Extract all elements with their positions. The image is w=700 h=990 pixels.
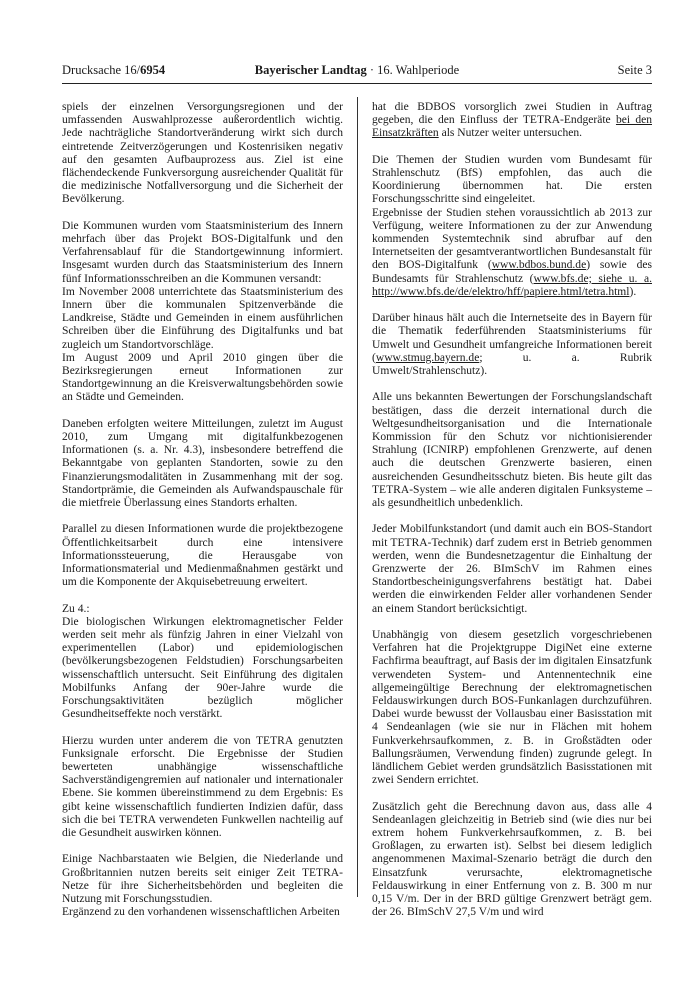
paragraph: Die Kommunen wurden vom Staatsministerium des Innern mehrfach über das Projekt BOS-Digitalfunk und den Verfahrensablauf für die Standortgewinnung informiert. Insgesamt wurden durch das Staatsministerium des Innern fünf Informationsschreiben an die Kommunen versandt: xyxy=(62,219,343,285)
header-separator: · xyxy=(369,63,374,77)
paragraph: Die Themen der Studien wurden vom Bundesamt für Strahlenschutz (BfS) empfohlen, das auch die Koordinierung übernommen hat. Die ersten Forschungsschritte sind eingeleitet. xyxy=(372,153,652,206)
header-center xyxy=(62,62,652,78)
parliament-name: Bayerischer Landtag xyxy=(254,63,367,77)
column-divider xyxy=(357,97,358,897)
header-rule xyxy=(62,83,652,84)
text-span: ) sowie des Bundesamts für Strahlenschutz ( xyxy=(372,259,652,285)
paragraph: Ergänzend zu den vorhandenen wissenschaftlichen Arbeiten xyxy=(62,906,340,919)
paragraph: Die biologischen Wirkungen elektromagnetischer Felder werden seit mehr als fünfzig Jahren in einer Vielzahl von experimentellen (Labor) und epidemiologischen (bevölkerungsbezogenen Feldstudien) Forschungsarbeiten wissenschaftlich untersucht. Seit Einführung des digitalen Mobilfunks Anfang der 90er-Jahre wurde die Forschungsaktivitäten bezüglich möglicher Gesundheitseffekte noch verstärkt. xyxy=(62,615,343,721)
page-number: Seite 3 xyxy=(617,63,652,77)
document-number-value: 6954 xyxy=(140,63,166,77)
paragraph: Jeder Mobilfunkstandort (und damit auch ein BOS-Standort mit TETRA-Technik) darf zudem erst in Betrieb genommen werden, wenn die Bundesnetzagentur die Einhaltung der Grenzwerte der 26. BImSchV im Rahmen eines Standortbescheinigungsverfahrens bestätigt hat. Dabei werden die einwirkenden Felder aller vorhandenen Sender an einem Standort berücksichtigt. xyxy=(372,523,652,615)
right-column xyxy=(372,101,652,920)
link-bfs[interactable]: www.bfs.de; siehe u. a. http://www.bfs.de/de/elektro/hff/papiere.html/tetra.html xyxy=(372,272,652,298)
document-number-prefix: Drucksache 16/ xyxy=(62,63,141,77)
paragraph xyxy=(372,101,652,141)
text-span: hat die BDBOS vorsorglich zwei Studien in Auftrag gegeben, die den Einfluss der TETRA-Endgeräte xyxy=(372,101,652,127)
link-stmug[interactable]: www.stmug.bayern.de xyxy=(375,351,480,364)
paragraph xyxy=(372,312,652,378)
left-column xyxy=(62,101,343,920)
paragraph: Im November 2008 unterrichtete das Staatsministerium des Innern über die kommunalen Spitzenverbände die Landkreise, Städte und Gemeinden in einem ausführlichen Schreiben über die Einführung des Digitalfunks und bat zugleich um Standortvorschläge. xyxy=(62,285,343,351)
paragraph: Alle uns bekannten Bewertungen der Forschungslandschaft bestätigen, dass die derzeit international durch die Weltgesundheitsorganisation und die Internationale Kommission für den Schutz vor nichtionisierender Strahlung (ICNIRP) empfohlenen Grenzwerte, auf denen auch die deutschen Grenzwerte basieren, einen ausreichenden Gesundheitsschutz bieten. Bis heute gilt das TETRA-System – wie alle anderen digitalen Funksysteme – als gesundheitlich unbedenklich. xyxy=(372,391,652,510)
text-span: ; u. a. Rubrik Umwelt/Strahlenschutz). xyxy=(372,351,652,378)
paragraph: spiels der einzelnen Versorgungsregionen und der umfassenden Auswahlprozesse außerordentlich wichtig. Jede nachträgliche Standortveränderung wirkt sich durch eintretende Zeitverzögerungen und Kostenrisiken negativ auf den gesamten Aufbauprozess aus. Ziel ist eine flächendeckende Funkversorgung ausreichender Qualität für die medizinische Notfallversorgung und die Sicherheit der Bevölkerung. xyxy=(62,101,343,206)
text-span: Ergebnisse der Studien stehen voraussichtlich ab 2013 zur Verfügung, weitere Informationen zu der zur Anwendung kommenden Systemtechnik sind abrufbar auf den Internetseiten der gesamtverantwortlichen Bundesanstalt für den BOS-Digitalfunk ( xyxy=(372,206,652,272)
underlined-text: bei den Einsatzkräften xyxy=(372,114,652,140)
text-span: Darüber hinaus hält auch die Internetseite des in Bayern für die Thematik federführenden Staatsministeriums für Umwelt und Gesundheit umfangreiche Informationen bereit ( xyxy=(372,312,652,364)
paragraph: Einige Nachbarstaaten wie Belgien, die Niederlande und Großbritannien nutzen bereits seit einiger Zeit TETRA-Netze für ihre Sicherheitsbehörden und begleiten die Nutzung mit Forschungsstudien. xyxy=(62,853,343,906)
paragraph: Zusätzlich geht die Berechnung davon aus, dass alle 4 Sendeanlagen gleichzeitig in Betrieb sind (wie dies nur bei extrem hohem Funkverkehrsaufkommen, z. B. bei Großlagen, zu erwarten ist). Selbst bei diesem lediglich angenommenen Maximal-Szenario beträgt die durch den Einsatzfunk verursachte, elektromagnetische Feldauswirkung in einer Entfernung von z. B. 300 m nur 0,15 V/m. Der in der BRD gültige Grenzwert beträgt gem. der 26. BImSchV 27,5 V/m und wird xyxy=(372,800,652,919)
paragraph: Parallel zu diesen Informationen wurde die projektbezogene Öffentlichkeitsarbeit durch eine intensivere Informationssteuerung, die Herausgabe von Informationsmaterial und Medienmaßnahmen gestärkt und um die Komponente der Akquisebetreuung erweitert. xyxy=(62,523,343,589)
paragraph: Im August 2009 und April 2010 gingen über die Bezirksregierungen erneut Informationen zur Standortgewinnung an die Kreisverwaltungsbehörden sowie an Städte und Gemeinden. xyxy=(62,351,343,404)
text-span: als Nutzer weiter untersuchen. xyxy=(438,127,583,140)
link-bdbos[interactable]: www.bdbos.bund.de xyxy=(491,259,587,272)
page-header xyxy=(62,62,652,82)
paragraph: Unabhängig von diesem gesetzlich vorgeschriebenen Verfahren hat die Projektgruppe DigiNet eine externe Fachfirma beauftragt, auf Basis der im digitalen Einsatzfunk verwendeten System- und Antennentechnik eine allgemeingültige Berechnung der elektromagnetischen Feldauswirkungen durch BOS-Funkanlagen durchzuführen. Dabei wurde bewusst der Vollausbau einer Basisstation mit 4 Sendeanlagen (wie sie nur in Flächen mit hohem Funkverkehrsaufkommen, z. B. in Großstädten oder Ballungsräumen, Verwendung finden) zugrunde gelegt. In ländlichem Gebiet werden grundsätzlich Basisstationen mit zwei Sendern errichtet. xyxy=(372,629,652,787)
paragraph: Hierzu wurden unter anderem die von TETRA genutzten Funksignale erforscht. Die Ergebnisse der Studien bewerteten unabhängige wissenschaftliche Sachverständigengremien auf nationaler und internationaler Ebene. Sie kommen übereinstimmend zu dem Ergebnis: Es gibt keine wissenschaftlich fundierten Indizien dafür, dass sich die bei TETRA verwendeten Funkwellen nachteilig auf die Gesundheit auswirken können. xyxy=(62,734,343,840)
section-heading: Zu 4.: xyxy=(62,602,90,615)
text-span: ). xyxy=(629,285,637,298)
paragraph: Daneben erfolgten weitere Mitteilungen, zuletzt im August 2010, zum Umgang mit digitalfunkbezogenen Informationen (s. a. Nr. 4.3), insbesondere betreffend die Bekanntgabe von geplanten Standorten, sowie zu den Finanzierungsmodalitäten in Zusammenhang mit der sog. Standortprämie, die Gemeinden als Aufwandspauschale für die mietfreie Überlassung eines Standorts erhalten. xyxy=(62,417,343,510)
paragraph xyxy=(372,207,652,299)
legislative-period: 16. Wahlperiode xyxy=(377,63,460,77)
